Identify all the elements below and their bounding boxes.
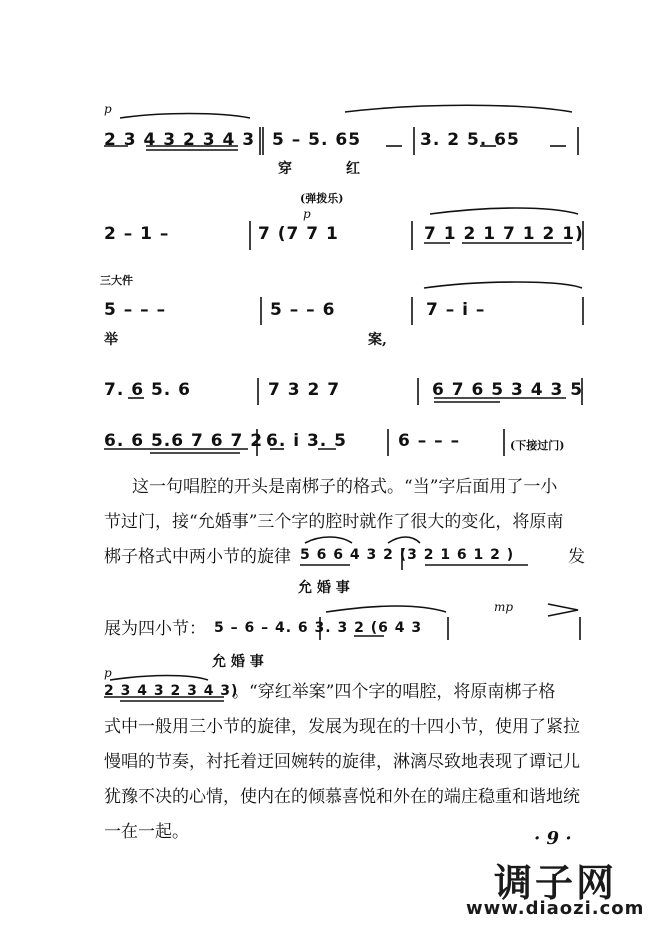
paragraph-line: 这一句唱腔的开头是南梆子的格式。“当”字后面用了一小 xyxy=(132,477,558,497)
paragraph-line: 慢唱的节奏，衬托着迂回婉转的旋律，淋漓尽致地表现了谭记儿 xyxy=(104,752,580,772)
dynamic-mark: mp xyxy=(494,600,514,614)
lyric: 允 婚 事 xyxy=(212,654,264,670)
measure: 5 – – 6 xyxy=(270,300,336,320)
measure: 7 – i – xyxy=(426,300,486,320)
measure: 5 – 5. 65 xyxy=(272,130,362,150)
measure: 5 – – – xyxy=(104,300,167,320)
dynamic-mark: p xyxy=(104,666,112,680)
measure: 7. 6 5. 6 xyxy=(104,380,191,400)
measure: 6 7 6 5 3 4 3 5 xyxy=(432,380,584,400)
measure: 3. 2 5. 65 xyxy=(420,130,520,150)
paragraph-line: 犹豫不决的心情，使内在的倾慕喜悦和外在的端庄稳重和谐地统 xyxy=(104,787,580,807)
lyric: 举 xyxy=(104,332,118,348)
instrument-label: 三大件 xyxy=(100,274,133,287)
inline-notation: 5 6 6 4 3 2 (3 2 1 6 1 2 ) xyxy=(300,547,515,563)
watermark-url: www.diaozi.com xyxy=(466,898,645,919)
paragraph-line: 一在一起。 xyxy=(104,822,189,842)
lyric: 允 婚 事 xyxy=(298,580,350,596)
measure: 2 3 4 3 2 3 4 3 xyxy=(104,130,256,150)
watermark-title: 调子网 xyxy=(494,861,618,905)
measure: 7 (7 7 1 xyxy=(258,224,339,244)
instrument-label: (弹拨乐) xyxy=(300,192,344,205)
paragraph-line: 式中一般用三小节的旋律，发展为现在的十四小节，使用了紧拉 xyxy=(104,717,580,737)
paragraph-line: 发 xyxy=(568,547,585,567)
lyric: 案, xyxy=(368,332,387,348)
paragraph-line: 展为四小节： xyxy=(104,619,206,639)
paragraph-line: 节过门，接“允婚事”三个字的腔时就作了很大的变化，将原南 xyxy=(104,512,564,532)
lyric: 穿 xyxy=(278,161,292,177)
lyric: 红 xyxy=(346,161,360,177)
measure: 7 1 2 1 7 1 2 1) xyxy=(424,224,584,244)
measure: 6 – – – xyxy=(398,431,461,451)
inline-notation: 2 3 4 3 2 3 4 3) xyxy=(104,683,239,699)
paragraph-line: 梆子格式中两小节的旋律 xyxy=(104,547,291,567)
paragraph-line: 。“穿红举案”四个字的唱腔，将原南梆子格 xyxy=(232,682,556,702)
dynamic-mark: p xyxy=(104,102,112,116)
inline-notation: 5 – 6 – 4. 6 3. 3 2 (6 4 3 xyxy=(214,620,423,636)
measure: 6. i 3. 5 xyxy=(266,431,347,451)
measure: 7 3 2 7 xyxy=(268,380,341,400)
page-number: · 9 · xyxy=(534,828,572,849)
transition-note: (下接过门) xyxy=(510,439,565,452)
measure: 6. 6 5.6 7 6 7 2 xyxy=(104,431,264,451)
measure: 2 – 1 – xyxy=(104,224,170,244)
dynamic-mark: p xyxy=(303,207,311,221)
